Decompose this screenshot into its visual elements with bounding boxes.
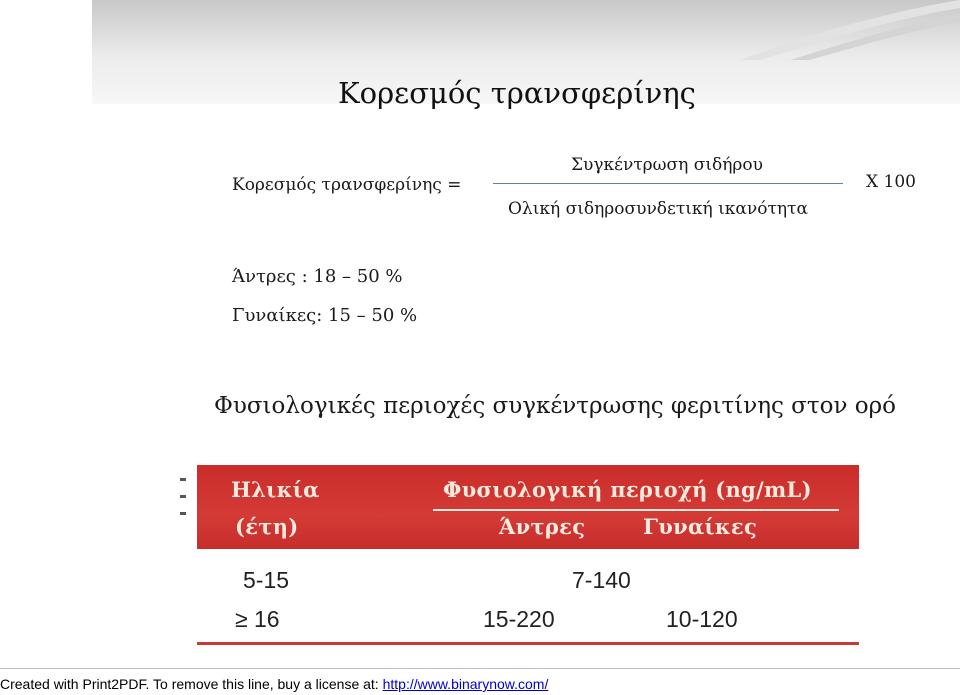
row2-age: ≥ 16 xyxy=(235,606,280,632)
table-bottom-rule xyxy=(197,642,859,645)
slide-left-margin xyxy=(0,0,92,104)
row1-value: 7-140 xyxy=(572,567,631,593)
formula-multiplier: X 100 xyxy=(866,172,916,192)
footer-text: Created with Print2PDF. To remove this line, buy a license at: xyxy=(0,676,383,692)
header-range: Φυσιολογική περιοχή (ng/mL) xyxy=(443,477,812,502)
formula-lhs: Κορεσμός τρανσφερίνης = xyxy=(232,175,462,195)
header-women: Γυναίκες xyxy=(643,514,758,539)
ferritin-subtitle: Φυσιολογικές περιοχές συγκέντρωσης φεριτίνης στον ορό xyxy=(214,393,896,419)
footer-link[interactable]: http://www.binarynow.com/ xyxy=(382,676,549,692)
slide-title: Κορεσμός τρανσφερίνης xyxy=(338,76,696,110)
fraction-line xyxy=(493,183,843,184)
formula-denominator: Ολική σιδηροσυνδετική ικανότητα xyxy=(508,199,808,219)
footer-separator xyxy=(0,668,960,669)
formula-numerator: Συγκέντρωση σιδήρου xyxy=(571,155,763,175)
table-header xyxy=(197,465,859,549)
header-age: Ηλικία xyxy=(231,477,320,502)
scan-artifact xyxy=(180,470,188,540)
header-age-unit: (έτη) xyxy=(235,514,299,539)
ferritin-table xyxy=(180,462,935,648)
print2pdf-footer xyxy=(0,676,960,695)
row2-women: 10-120 xyxy=(666,606,738,632)
row2-men: 15-220 xyxy=(483,606,555,632)
header-men: Άντρες xyxy=(499,514,586,539)
decorative-swoosh xyxy=(700,0,960,60)
range-men: Άντρες : 18 – 50 % xyxy=(232,266,403,287)
row1-age: 5-15 xyxy=(243,567,290,593)
range-women: Γυναίκες: 15 – 50 % xyxy=(232,305,418,326)
header-divider xyxy=(433,509,839,511)
